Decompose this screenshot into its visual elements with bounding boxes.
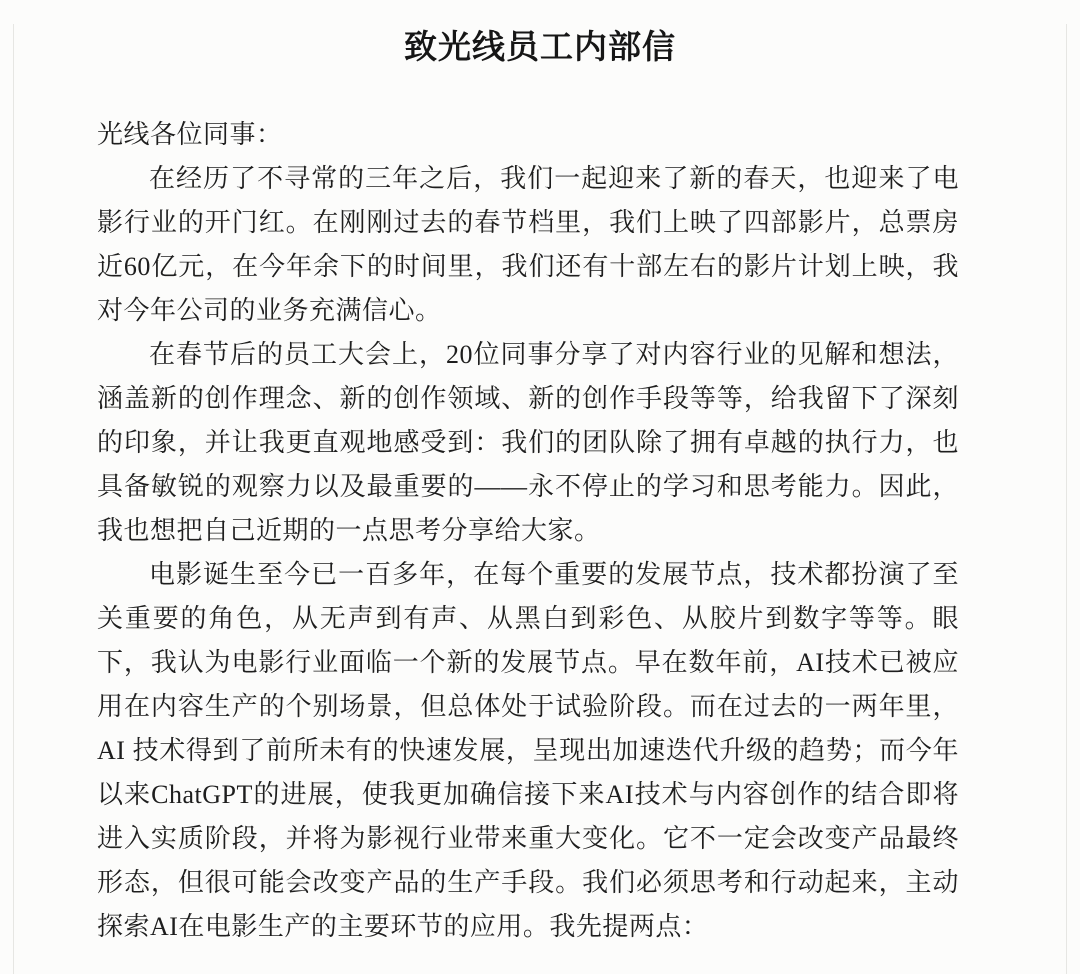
paragraph-2: 在春节后的员工大会上，20位同事分享了对内容行业的见解和想法，涵盖新的创作理念、新的创作领域、新的创作手段等等，给我留下了深刻的印象，并让我更直观地感受到：我们的团队除了拥有卓越的执行力，也具备敏锐的观察力以及最重要的——永不停止的学习和思考能力。因此，我也想把自己近期的一点思考分享给大家。 [97,340,959,545]
page-right-edge-line [1066,24,1067,974]
letter-body [97,113,959,949]
paragraph-1: 在经历了不寻常的三年之后，我们一起迎来了新的春天，也迎来了电影行业的开门红。在刚刚过去的春节档里，我们上映了四部影片，总票房近60亿元，在今年余下的时间里，我们还有十部左右的影片计划上映，我对今年公司的业务充满信心。 [97,164,959,325]
salutation: 光线各位同事： [97,120,283,149]
page-left-edge-line [13,24,14,974]
letter-title: 致光线员工内部信 [404,30,676,66]
paragraph-3: 电影诞生至今已一百多年，在每个重要的发展节点，技术都扮演了至关重要的角色，从无声到有声、从黑白到彩色、从胶片到数字等等。眼下，我认为电影行业面临一个新的发展节点。早在数年前，AI技术已被应用在内容生产的个别场景，但总体处于试验阶段。而在过去的一两年里，AI 技术得到了前所未有的快速发展，呈现出加速迭代升级的趋势；而今年以来ChatGPT的进展，使我更加确信接下来AI技术与内容创作的结合即将进入实质阶段，并将为影视行业带来重大变化。它不一定会改变产品最终形态，但很可能会改变产品的生产手段。我们必须思考和行动起来，主动探索AI在电影生产的主要环节的应用。我先提两点： [97,560,959,941]
letter-page [0,24,1080,974]
